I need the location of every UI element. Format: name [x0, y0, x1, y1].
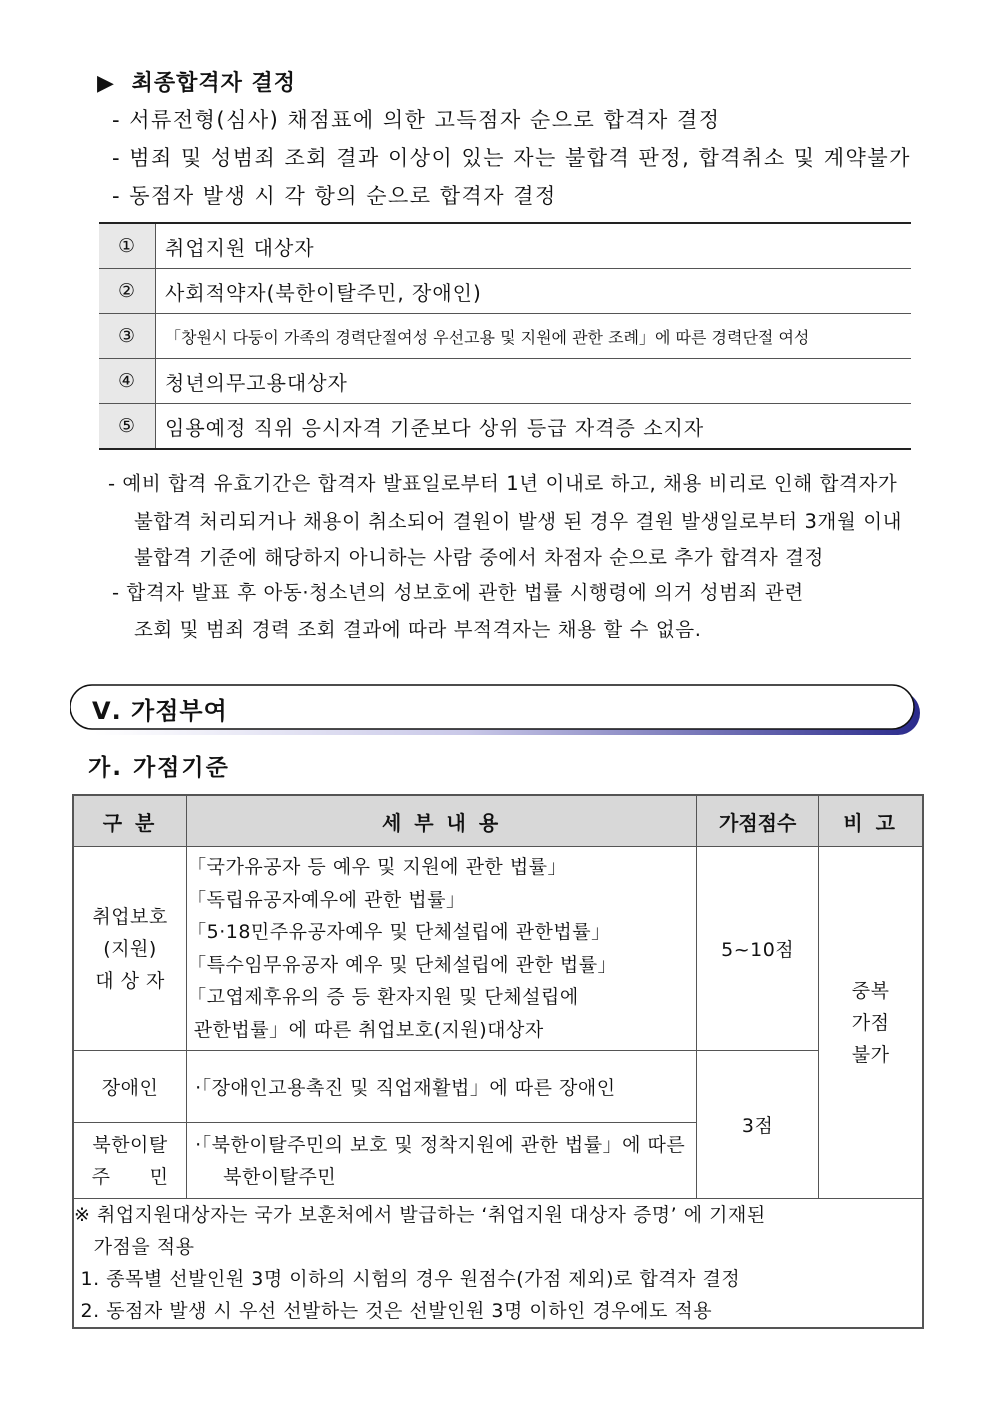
triangle-bullet-icon: ▶ — [97, 71, 115, 96]
sex-crime-paragraph-line: 조회 및 범죄 경력 조회 결과에 따라 부적격자는 채용 할 수 없음. — [134, 618, 702, 641]
heading-text: 최종합격자 결정 — [131, 71, 297, 96]
law-item: 「국가유공자 등 예우 및 지원에 관한 법률」 — [187, 856, 568, 878]
note-line: 2. 동점자 발생 시 우선 선발하는 것은 선발인원 3명 이하인 경우에도 적용 — [74, 1300, 713, 1322]
law-item: 「독립유공자예우에 관한 법률」 — [187, 888, 466, 911]
priority-text: 「창원시 다둥이 가족의 경력단절여성 우선고용 및 지원에 관한 조례」에 따른 경력단절 여성 — [156, 314, 912, 359]
priority-text: 취업지원 대상자 — [165, 235, 315, 260]
category-line: 취업보호 — [92, 905, 168, 928]
reserve-paragraph-line: 불합격 기준에 해당하지 아니하는 사람 중에서 차점자 순으로 추가 합격자 결정 — [134, 546, 824, 569]
table-row — [99, 223, 911, 269]
priority-number: ① — [99, 223, 156, 269]
category-line: 대 상 자 — [95, 969, 165, 992]
priority-text: 사회적약자(북한이탈주민, 장애인) — [156, 269, 912, 314]
table-row — [99, 314, 911, 359]
bonus-points-table — [72, 794, 924, 1329]
header-details: 세 부 내 용 — [187, 795, 697, 847]
table-row — [73, 1199, 923, 1329]
detail-line: 북한이탈주민 — [223, 1165, 337, 1188]
category-line: (지원) — [103, 937, 157, 960]
section-title: Ⅴ. 가점부여 — [92, 697, 228, 725]
details-cell — [187, 1123, 697, 1199]
detail-line: ·「북한이탈주민의 보호 및 정착지원에 관한 법률」에 따른 — [195, 1133, 686, 1156]
category-cell: 장애인 — [73, 1051, 187, 1123]
remark-line: 불가 — [851, 1043, 890, 1066]
reserve-paragraph-line: 불합격 처리되거나 채용이 취소되어 결원이 발생 된 경우 결원 발생일로부터 3개월 이내 — [134, 510, 903, 533]
priority-number: ⑤ — [99, 404, 156, 450]
note-line: ※ 취업지원대상자는 국가 보훈처에서 발급하는 ‘취업지원 대상자 증명’ 에 기재된 — [74, 1204, 766, 1226]
priority-number: ④ — [99, 359, 156, 404]
category-cell — [73, 847, 187, 1051]
tie-break-priority-table — [99, 222, 911, 450]
table-row — [99, 404, 911, 450]
law-item: 「5·18민주유공자예우 및 단체설립에 관한법률」 — [187, 921, 611, 943]
reserve-paragraph-line: - 예비 합격 유효기간은 합격자 발표일로부터 1년 이내로 하고, 채용 비리로 인해 합격자가 — [108, 472, 898, 495]
points-cell: 5~10점 — [697, 847, 819, 1051]
table-header-row — [73, 795, 923, 847]
priority-number: ② — [99, 269, 156, 314]
subsection-title: 가. 가점기준 — [88, 755, 230, 781]
priority-text: 임용예정 직위 응시자격 기준보다 상위 등급 자격증 소지자 — [156, 404, 912, 450]
remarks-cell — [819, 847, 923, 1199]
category-cell — [73, 1123, 187, 1199]
remark-line: 가점 — [851, 1011, 890, 1034]
table-row — [99, 359, 911, 404]
remark-line: 중복 — [851, 979, 890, 1002]
header-category: 구 분 — [73, 795, 187, 847]
table-row — [99, 269, 911, 314]
category-line: 주 민 — [91, 1165, 169, 1188]
selection-bullet: - 범죄 및 성범죄 조회 결과 이상이 있는 자는 불합격 판정, 합격취소 및 계약불가 — [112, 146, 911, 170]
notes-cell — [73, 1199, 923, 1329]
priority-number: ③ — [99, 314, 156, 359]
header-remarks: 비 고 — [819, 795, 923, 847]
sex-crime-paragraph-line: - 합격자 발표 후 아동·청소년의 성보호에 관한 법률 시행령에 의거 성범죄 관련 — [112, 581, 804, 604]
details-cell: ·「장애인고용촉진 및 직업재활법」에 따른 장애인 — [187, 1051, 697, 1123]
law-item: 「고엽제후유의 증 등 환자지원 및 단체설립에 — [187, 986, 579, 1008]
details-cell — [187, 847, 697, 1051]
table-row — [73, 847, 923, 1051]
category-line: 북한이탈 — [92, 1133, 168, 1156]
selection-bullet: - 동점자 발생 시 각 항의 순으로 합격자 결정 — [112, 184, 557, 208]
note-line: 가점을 적용 — [74, 1236, 195, 1258]
law-item: 「특수임무유공자 예우 및 단체설립에 관한 법률」 — [187, 953, 618, 976]
priority-text: 청년의무고용대상자 — [156, 359, 912, 404]
points-cell: 3점 — [697, 1051, 819, 1199]
final-selection-heading — [97, 66, 296, 97]
law-item: 관한법률」에 따른 취업보호(지원)대상자 — [187, 1018, 544, 1041]
section-banner — [70, 683, 922, 739]
note-line: 1. 종목별 선발인원 3명 이하의 시험의 경우 원점수(가점 제외)로 합격자 결정 — [74, 1268, 741, 1290]
selection-bullet: - 서류전형(심사) 채점표에 의한 고득점자 순으로 합격자 결정 — [112, 108, 721, 132]
table-row — [73, 1051, 923, 1123]
header-points: 가점점수 — [697, 795, 819, 847]
